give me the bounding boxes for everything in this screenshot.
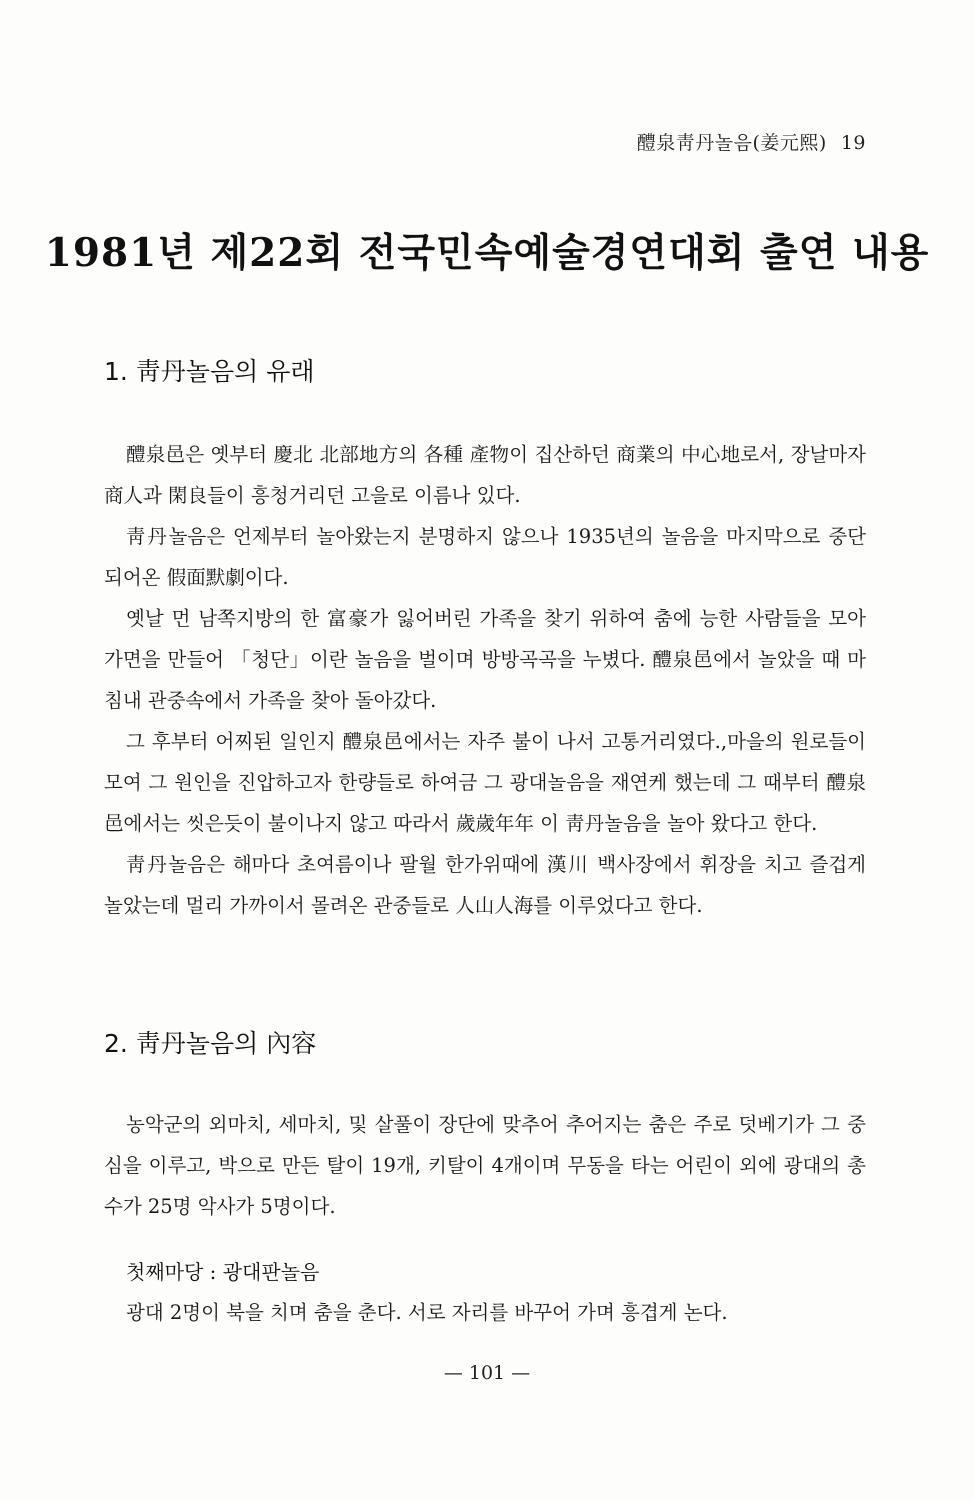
subsection-heading: 첫째마당 : 광대판놀음: [126, 1260, 320, 1284]
paragraph: 醴泉邑은 옛부터 慶北 北部地方의 各種 產物이 집산하던 商業의 中心地로서, 장날마자 商人과 閑良들이 흥청거리던 고을로 이름나 있다.: [104, 443, 866, 507]
page-title: 1981년 제22회 전국민속예술경연대회 출연 내용: [44, 230, 930, 276]
paragraph: 靑丹놀음은 언제부터 놀아왔는지 분명하지 않으나 1935년의 놀음을 마지막으로 중단 되어온 假面默劇이다.: [104, 525, 866, 589]
paragraph: 그 후부터 어찌된 일인지 醴泉邑에서는 자주 불이 나서 고통거리였다.,마을의 원로들이 모여 그 원인을 진압하고자 한량들로 하여금 그 광대놀음을 재연케 했는데 그 때부터 醴泉邑에서는 씻은듯이 불이나지 않고 따라서 歲歲年年 이 靑丹놀음을 놀아 왔다고 한다.: [104, 730, 866, 835]
header-page-number: 19: [840, 132, 866, 154]
paragraph: 농악군의 외마치, 세마치, 및 살풀이 장단에 맞추어 추어지는 춤은 주로 덧베기가 그 중심을 이루고, 박으로 만든 탈이 19개, 키탈이 4개이며 무동을 타는 어린이 외에 광대의 총수가 25명 악사가 5명이다.: [104, 1113, 866, 1218]
section-2-body: [104, 1104, 866, 1227]
section-1-heading: 1. 靑丹놀음의 유래: [104, 357, 315, 386]
subsection-text: 광대 2명이 북을 치며 춤을 춘다. 서로 자리를 바꾸어 가며 흥겹게 논다.: [126, 1301, 728, 1324]
section-2-heading: 2. 靑丹놀음의 內容: [104, 1029, 317, 1058]
footer-page-number: — 101 —: [443, 1362, 531, 1384]
running-header: [637, 128, 866, 155]
paragraph: 靑丹놀음은 해마다 초여름이나 팔월 한가위때에 漢川 백사장에서 휘장을 치고 즐겁게 놀았는데 멀리 가까이서 몰려온 관중들로 人山人海를 이루었다고 한다.: [104, 853, 866, 917]
paragraph: 옛날 먼 남쪽지방의 한 富豪가 잃어버린 가족을 찾기 위하여 춤에 능한 사람들을 모아 가면을 만들어 「청단」이란 놀음을 벌이며 방방곡곡을 누볐다. 醴泉邑에서 놀았을 때 마침내 관중속에서 가족을 찾아 돌아갔다.: [104, 607, 866, 712]
running-title: 醴泉靑丹놀음(姜元熙): [636, 132, 827, 154]
section-1-body: [104, 434, 866, 926]
